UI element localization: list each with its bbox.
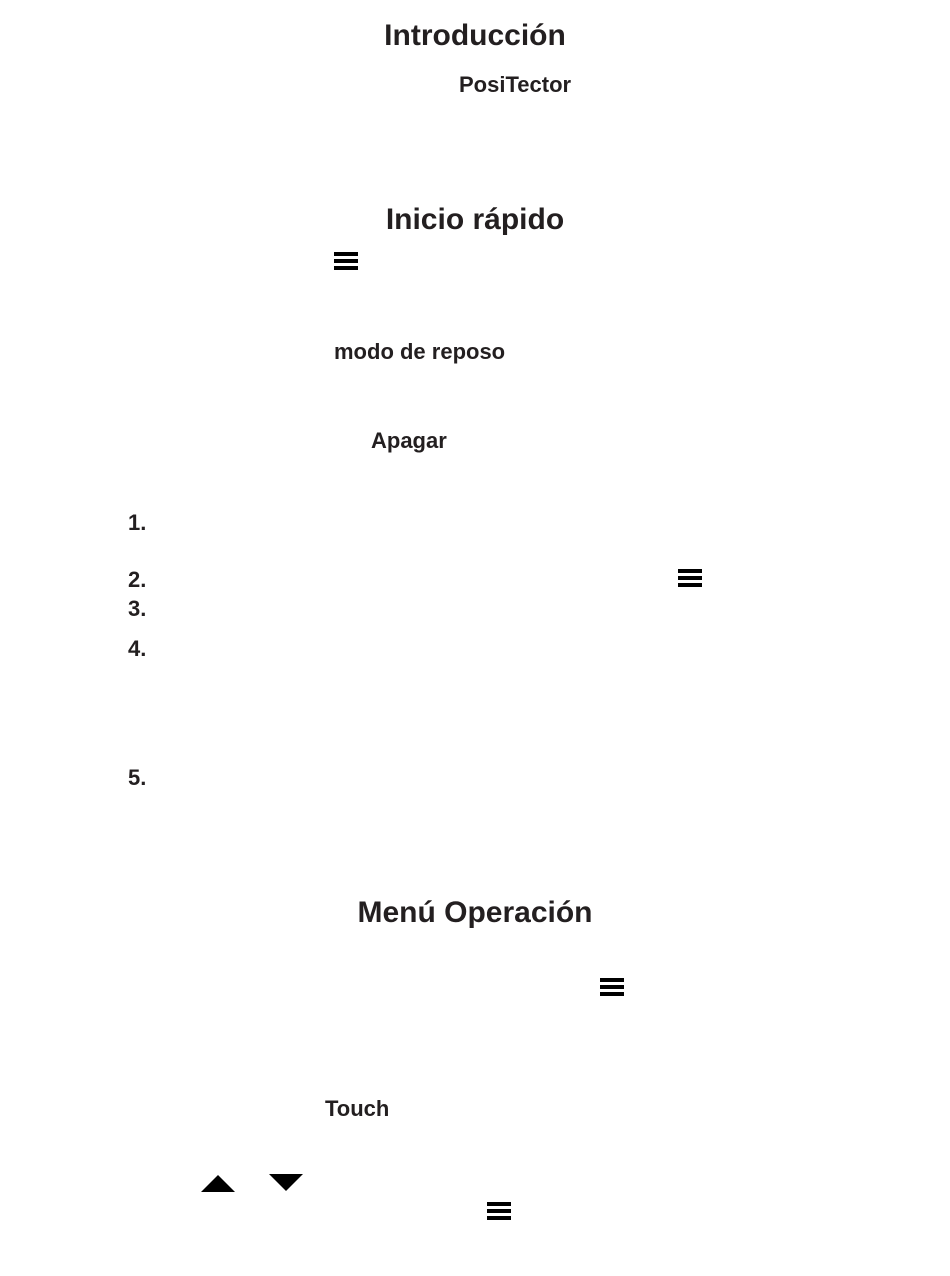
step-number-2: 2. [128, 567, 147, 592]
intro-heading: Introducción [384, 19, 566, 52]
brand-name: PosiTector [459, 72, 572, 97]
step-number-3: 3. [128, 596, 147, 621]
menu-icon [487, 1202, 511, 1222]
step-number-4: 4. [128, 636, 147, 661]
menu-operation-heading: Menú Operación [357, 896, 593, 929]
sleep-mode-label: modo de reposo [334, 339, 506, 364]
arrow-down-icon [269, 1174, 303, 1191]
step-number-5: 5. [128, 765, 147, 790]
menu-icon [678, 569, 702, 589]
menu-icon [600, 978, 624, 998]
power-off-label: Apagar [371, 428, 447, 453]
menu-icon [334, 252, 358, 272]
quickstart-heading: Inicio rápido [385, 203, 565, 236]
arrow-up-icon [201, 1175, 235, 1192]
touch-label: Touch [325, 1096, 390, 1121]
step-number-1: 1. [128, 510, 147, 535]
